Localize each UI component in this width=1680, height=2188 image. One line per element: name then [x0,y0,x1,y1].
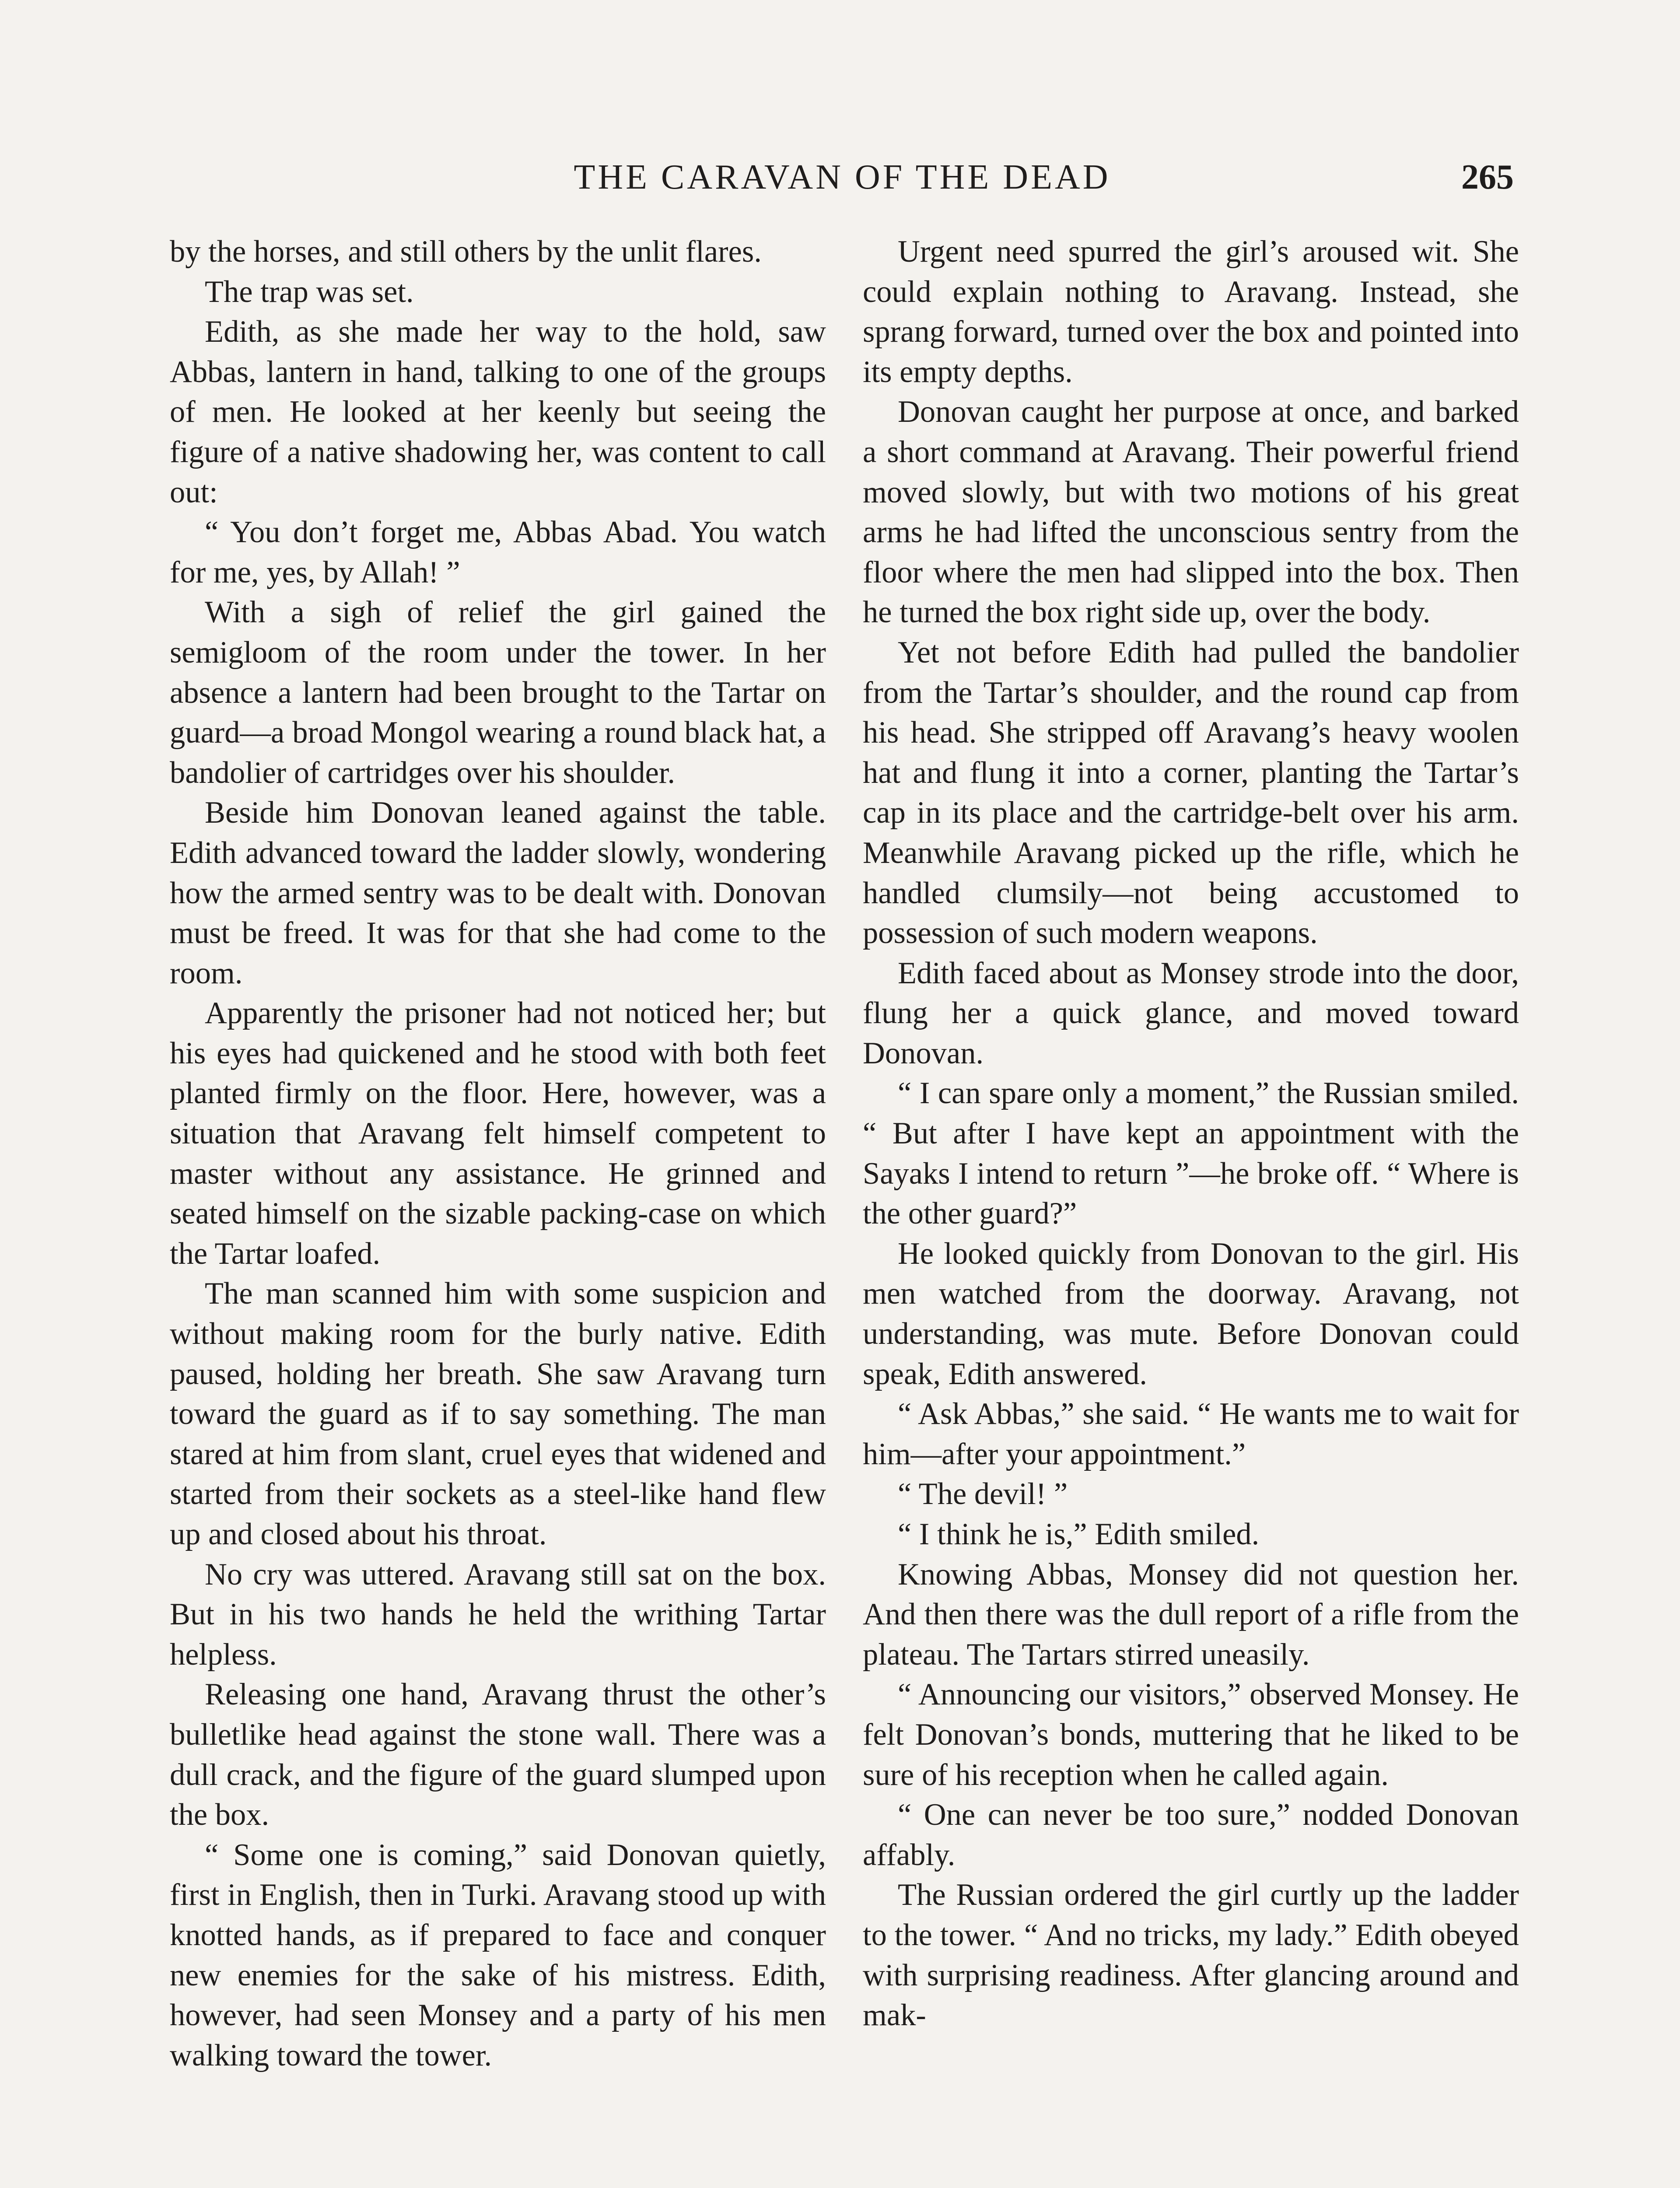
paragraph: The Russian ordered the girl curtly up the ladder to the tower. “ And no tricks, my lady.” Edith obeyed with surprising readiness. After glancing around and mak- [863,1878,1519,2033]
paragraph: Edith, as she made her way to the hold, saw Abbas, lantern in hand, talking to one of the groups of men. He looked at her keenly but seeing the figure of a native shadowing her, was content to call out: [170,315,826,509]
paragraph: “ I can spare only a moment,” the Russian smiled. “ But after I have kept an appointment with the Sayaks I intend to return ”—he broke off. “ Where is the other guard?” [863,1076,1519,1231]
paragraph: by the horses, and still others by the unlit flares. [170,235,762,269]
right-column [863,232,1519,2036]
paragraph: “ Some one is coming,” said Donovan quietly, first in English, then in Turki. Aravang stood up with knotted hands, as if prepared to face and conquer new enemies for the sake of his mistress. Edith, however, had seen Monsey and a party of his men walking toward the tower. [170,1837,826,2072]
paragraph: “ Ask Abbas,” she said. “ He wants me to wait for him—after your appointment.” [863,1397,1519,1471]
paragraph: Yet not before Edith had pulled the bandolier from the Tartar’s shoulder, and the round cap from his head. She stripped off Aravang’s heavy woolen hat and flung it into a corner, planting the Tartar’s cap in its place and the cartridge-belt over his arm. Meanwhile Aravang picked up the rifle, which he handled clumsily—not being accustomed to possession of such modern weapons. [863,635,1519,950]
running-header [171,151,1514,203]
paragraph: Releasing one hand, Aravang thrust the other’s bulletlike head against the stone wall. There was a dull crack, and the figure of the guard slumped upon the box. [170,1677,826,1832]
paragraph: With a sigh of relief the girl gained the semigloom of the room under the tower. In her absence a lantern had been brought to the Tartar on guard—a broad Mongol wearing a round black hat, a bandolier of cartridges over his shoulder. [170,595,826,790]
paragraph: Urgent need spurred the girl’s aroused wit. She could explain nothing to Aravang. Instead, she sprang forward, turned over the box and pointed into its empty depths. [863,235,1519,389]
paragraph: No cry was uttered. Aravang still sat on the box. But in his two hands he held the writhing Tartar helpless. [170,1557,826,1672]
running-title: THE CARAVAN OF THE DEAD [574,158,1111,196]
paragraph: He looked quickly from Donovan to the girl. His men watched from the doorway. Aravang, not understanding, was mute. Before Donovan could speak, Edith answered. [863,1236,1519,1391]
paragraph: Knowing Abbas, Monsey did not question her. And then there was the dull report of a rifle from the plateau. The Tartars stirred uneasily. [863,1557,1519,1672]
paragraph: “ One can never be too sure,” nodded Donovan affably. [863,1798,1519,1872]
left-column [170,232,826,2076]
paragraph: “ You don’t forget me, Abbas Abad. You watch for me, yes, by Allah! ” [170,515,826,589]
paragraph: Apparently the prisoner had not noticed her; but his eyes had quickened and he stood with both feet planted firmly on the floor. Here, however, was a situation that Aravang felt himself competent to master without any assistance. He grinned and seated himself on the sizable packing-case on which the Tartar loafed. [170,996,826,1271]
paragraph: Donovan caught her purpose at once, and barked a short command at Aravang. Their powerful friend moved slowly, but with two motions of his great arms he had lifted the unconscious sentry from the floor where the men had slipped into the box. Then he turned the box right side up, over the body. [863,395,1519,630]
paragraph: “ The devil! ” [898,1477,1068,1511]
paragraph: “ Announcing our visitors,” observed Monsey. He felt Donovan’s bonds, muttering that he liked to be sure of his reception when he called again. [863,1677,1519,1792]
paragraph: The trap was set. [205,274,414,309]
paragraph: Edith faced about as Monsey strode into the door, flung her a quick glance, and moved toward Donovan. [863,956,1519,1070]
page-number: 265 [1461,158,1514,196]
paragraph: “ I think he is,” Edith smiled. [898,1517,1260,1551]
paragraph: Beside him Donovan leaned against the table. Edith advanced toward the ladder slowly, wondering how the armed sentry was to be dealt with. Donovan must be freed. It was for that she had come to the room. [170,796,826,990]
paragraph: The man scanned him with some suspicion and without making room for the burly native. Edith paused, holding her breath. She saw Aravang turn toward the guard as if to say something. The man stared at him from slant, cruel eyes that widened and started from their sockets as a steel-like hand flew up and closed about his throat. [170,1276,826,1551]
